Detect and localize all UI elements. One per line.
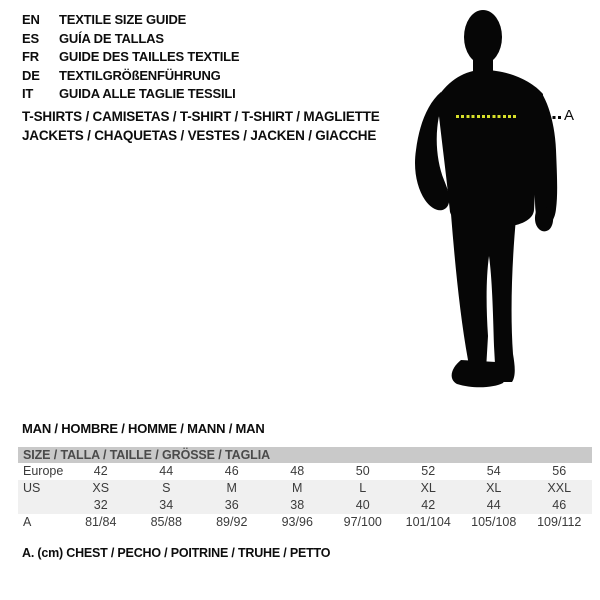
- size-cell: XXL: [547, 481, 572, 495]
- size-cell: 101/104: [405, 515, 451, 529]
- size-cell: XL: [420, 481, 436, 495]
- size-cell: 46: [224, 464, 239, 478]
- size-cell: M: [292, 481, 303, 495]
- silhouette-right-arm: [533, 92, 557, 226]
- silhouette-shoe: [452, 360, 505, 387]
- language-list: [22, 11, 239, 104]
- size-cell: XS: [92, 481, 110, 495]
- size-cell: 42: [93, 464, 108, 478]
- size-cell: 93/96: [281, 515, 313, 529]
- section-title-man: MAN / HOMBRE / HOMME / MANN / MAN: [22, 421, 265, 436]
- row-label: A: [23, 515, 32, 529]
- size-cell: 38: [290, 498, 305, 512]
- language-code: IT: [22, 86, 34, 101]
- size-cell: 40: [355, 498, 370, 512]
- measurement-footnote: A. (cm) CHEST / PECHO / POITRINE / TRUHE / PETTO: [22, 546, 331, 560]
- product-categories: [22, 107, 380, 145]
- row-label: US: [23, 481, 41, 495]
- size-cell: 48: [290, 464, 305, 478]
- size-table: [18, 447, 592, 531]
- language-code: ES: [22, 30, 39, 46]
- man-silhouette: [393, 4, 568, 396]
- table-row-us: [18, 480, 592, 497]
- language-label: GUIDE DES TAILLES TEXTILE: [59, 49, 240, 64]
- chest-measure-dash-black: [547, 116, 562, 119]
- size-cell: 54: [486, 464, 501, 478]
- table-row-chest-a: [18, 514, 592, 531]
- size-cell: 44: [159, 464, 174, 478]
- row-label: Europe: [23, 464, 64, 478]
- row-label: [18, 497, 68, 514]
- silhouette-legs: [451, 214, 516, 382]
- size-cell: S: [162, 481, 171, 495]
- size-cell: 52: [421, 464, 436, 478]
- size-cell: M: [226, 481, 237, 495]
- language-row-fr: [22, 48, 239, 67]
- size-cell: 32: [93, 498, 108, 512]
- size-cell: 36: [224, 498, 239, 512]
- chest-measure-dash-yellow: [456, 115, 517, 118]
- language-label: GUIDA ALLE TAGLIE TESSILI: [59, 86, 236, 101]
- size-cell: 56: [552, 464, 567, 478]
- product-line-jackets: JACKETS / CHAQUETAS / VESTES / JACKEN / GIACCHE: [22, 128, 377, 143]
- size-cell: L: [359, 481, 367, 495]
- silhouette-right-hand: [535, 207, 553, 231]
- table-row-numeric: [18, 497, 592, 514]
- language-code: EN: [22, 12, 40, 27]
- language-code: FR: [22, 49, 39, 64]
- language-label: TEXTILE SIZE GUIDE: [59, 12, 187, 27]
- language-row-es: [22, 30, 239, 49]
- language-label: TEXTILGRÖßENFÜHRUNG: [59, 67, 221, 83]
- language-label: GUÍA DE TALLAS: [59, 30, 164, 46]
- silhouette-torso: [437, 70, 543, 228]
- language-code: DE: [22, 67, 40, 83]
- language-row-de: [22, 67, 239, 86]
- size-cell: 109/112: [537, 515, 582, 529]
- size-cell: 105/108: [471, 515, 517, 529]
- size-cell: 97/100: [343, 515, 382, 529]
- size-cell: 46: [552, 498, 567, 512]
- size-cell: 89/92: [216, 515, 248, 529]
- size-cell: 42: [421, 498, 436, 512]
- product-line-tshirts: T-SHIRTS / CAMISETAS / T-SHIRT / T-SHIRT / MAGLIETTE: [22, 109, 380, 124]
- table-row-europe: [18, 463, 592, 480]
- size-cell: 50: [355, 464, 370, 478]
- language-row-it: [22, 85, 239, 104]
- measure-label-a: A: [564, 107, 575, 124]
- size-cell: 81/84: [85, 515, 117, 529]
- size-cell: XL: [486, 481, 502, 495]
- size-cell: 44: [486, 498, 501, 512]
- size-table-header: SIZE / TALLA / TAILLE / GRÖSSE / TAGLIA: [18, 447, 592, 463]
- language-row-en: [22, 11, 239, 30]
- size-cell: 85/88: [150, 515, 182, 529]
- size-cell: 34: [159, 498, 174, 512]
